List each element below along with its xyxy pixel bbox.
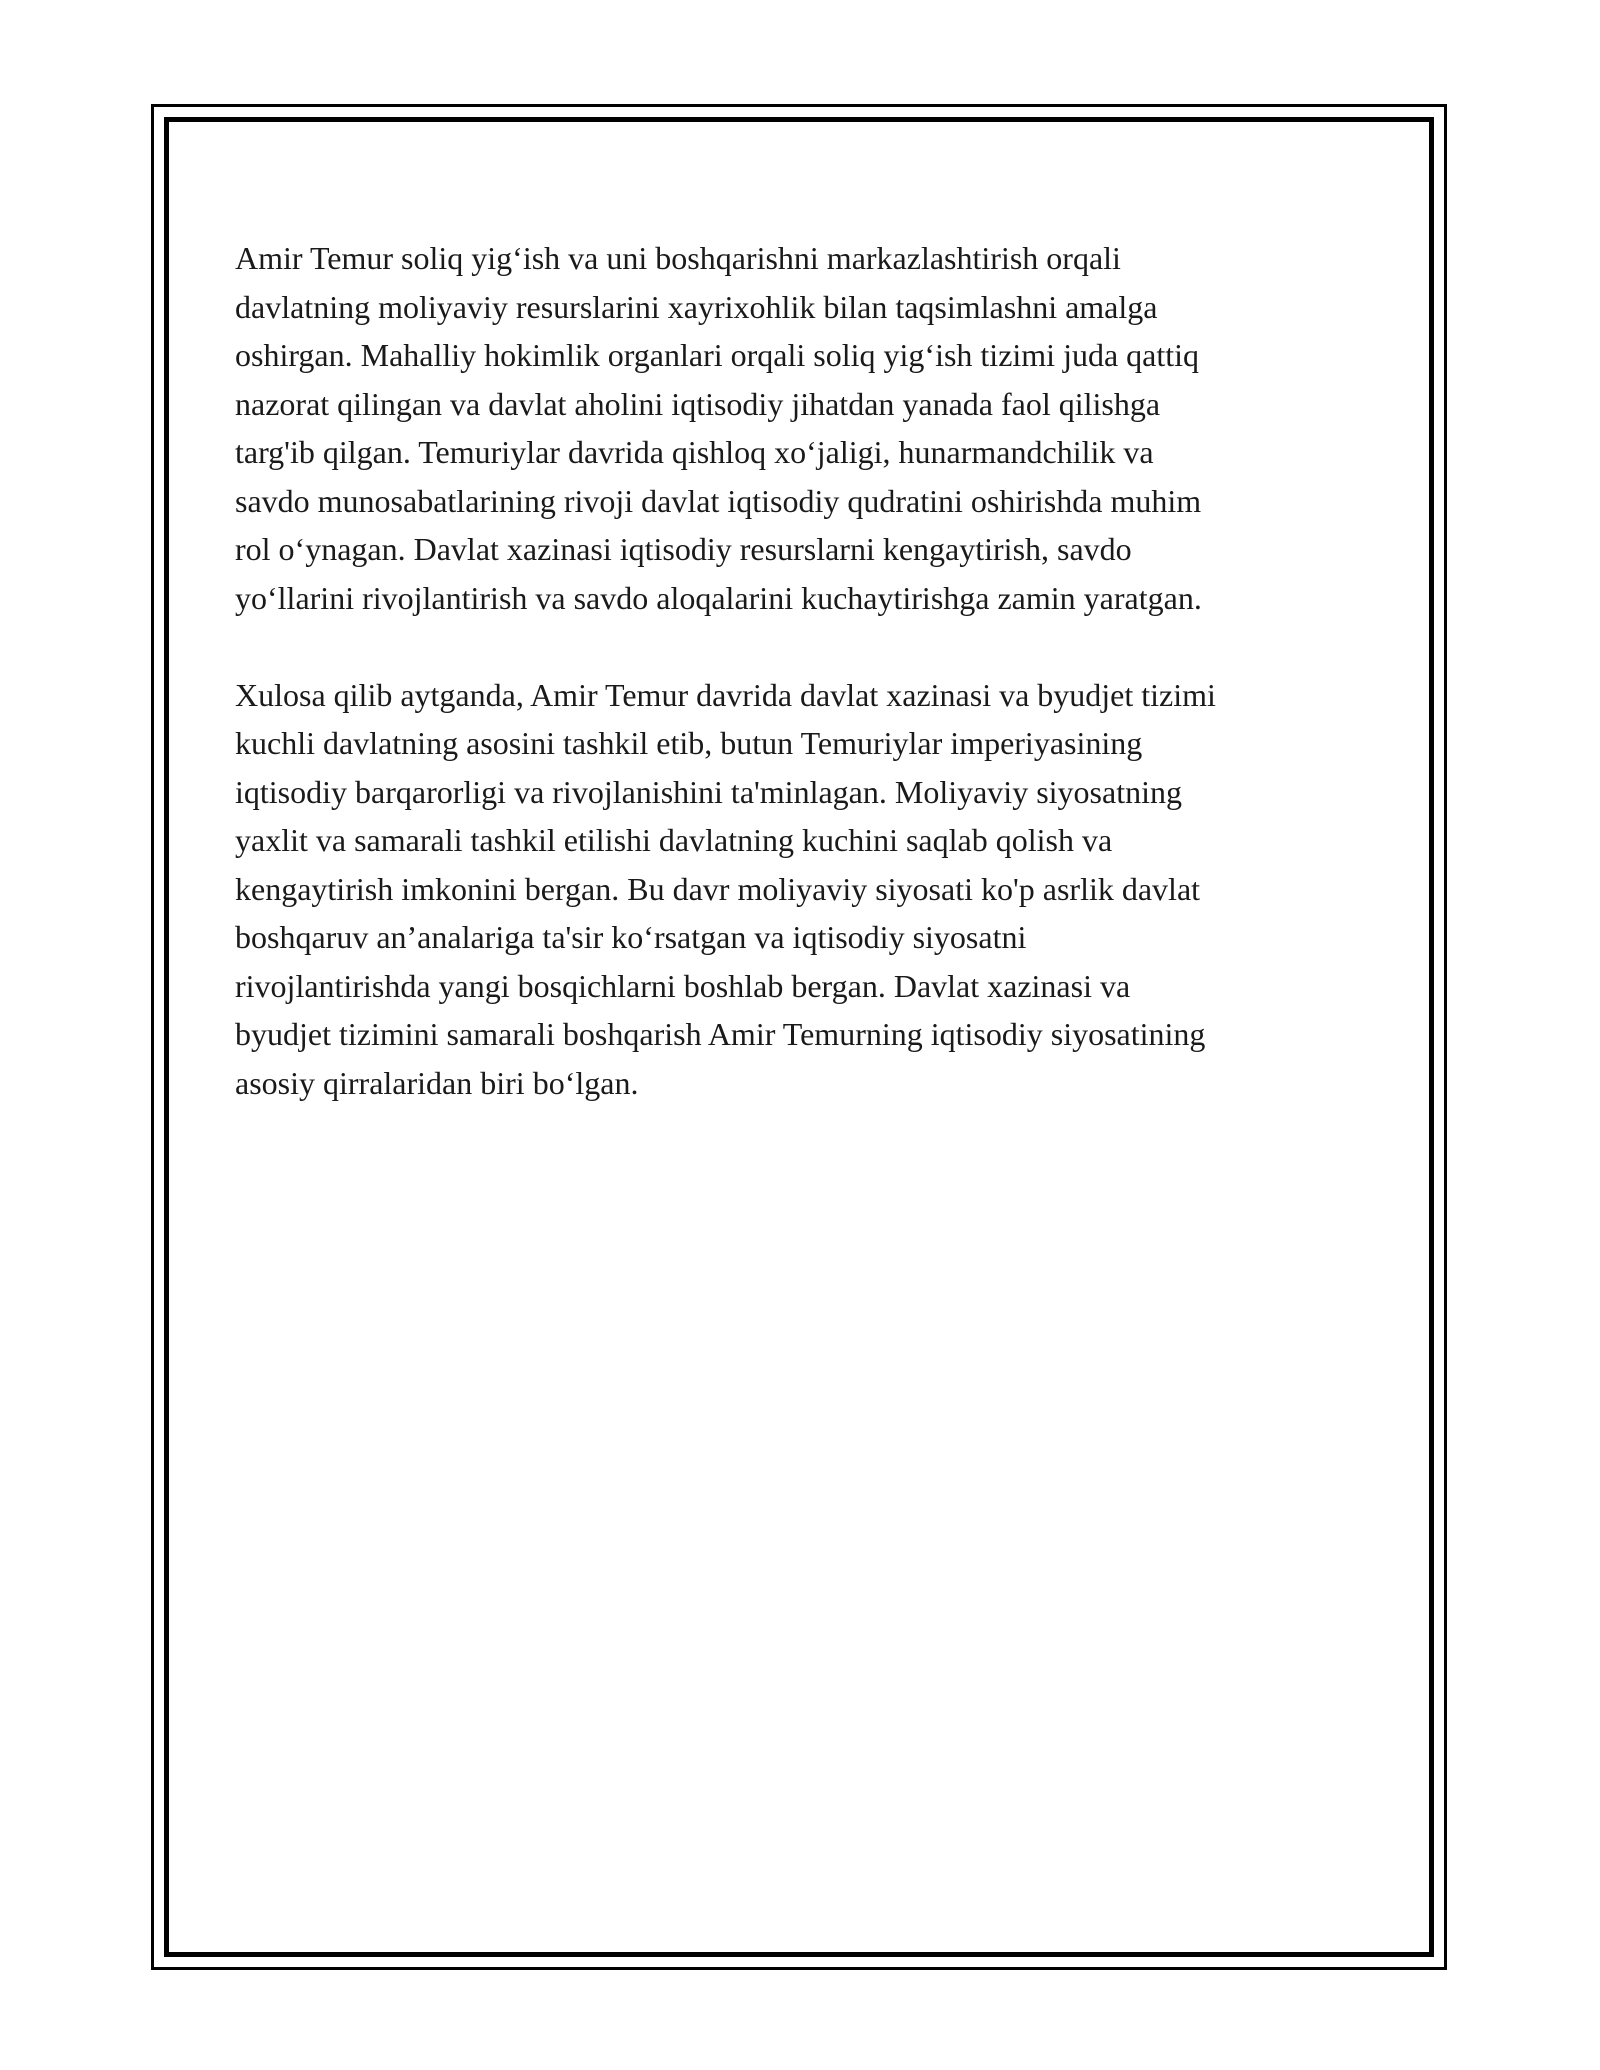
paragraph-line: nazorat qilingan va davlat aholini iqtisodiy jihatdan yanada faol qilishga: [235, 385, 1161, 422]
paragraph-line: kengaytirish imkonini bergan. Bu davr moliyaviy siyosati ko'p asrlik davlat: [235, 870, 1201, 907]
paragraph-2: [235, 671, 1375, 1108]
paragraph-line: iqtisodiy barqarorligi va rivojlanishini ta'minlagan. Moliyaviy siyosatning: [235, 773, 1182, 810]
paragraph-line: byudjet tizimini samarali boshqarish Amir Temurning iqtisodiy siyosatining: [235, 1016, 1206, 1052]
paragraph-line: yo‘llarini rivojlantirish va savdo aloqalarini kuchaytirishga zamin yaratgan.: [235, 579, 1202, 616]
paragraph-line: Xulosa qilib aytganda, Amir Temur davrida davlat xazinasi va byudjet tizimi: [235, 676, 1216, 713]
paragraph-line: yaxlit va samarali tashkil etilishi davlatning kuchini saqlab qolish va: [235, 822, 1113, 858]
paragraph-line: boshqaruv an’analariga ta'sir ko‘rsatgan va iqtisodiy siyosatni: [235, 919, 1027, 955]
paragraph-line: kuchli davlatning asosini tashkil etib, butun Temuriylar imperiyasining: [235, 725, 1143, 761]
paragraph-line: Amir Temur soliq yig‘ish va uni boshqarishni markazlashtirish orqali: [235, 240, 1121, 276]
paragraph-line: targ'ib qilgan. Temuriylar davrida qishloq xo‘jaligi, hunarmandchilik va: [235, 434, 1154, 470]
paragraph-line: rol o‘ynagan. Davlat xazinasi iqtisodiy resurslarni kengaytirish, savdo: [235, 531, 1132, 567]
paragraph-1: [235, 234, 1375, 622]
paragraph-line: davlatning moliyaviy resurslarini xayrixohlik bilan taqsimlashni amalga: [235, 288, 1158, 325]
paragraph-line: rivojlantirishda yangi bosqichlarni boshlab bergan. Davlat xazinasi va: [235, 967, 1131, 1004]
document-body: [235, 234, 1375, 1156]
paragraph-line: oshirgan. Mahalliy hokimlik organlari orqali soliq yig‘ish tizimi juda qattiq: [235, 337, 1200, 373]
paragraph-line: asosiy qirralaridan biri bo‘lgan.: [235, 1064, 639, 1101]
paragraph-line: savdo munosabatlarining rivoji davlat iqtisodiy qudratini oshirishda muhim: [235, 482, 1202, 519]
